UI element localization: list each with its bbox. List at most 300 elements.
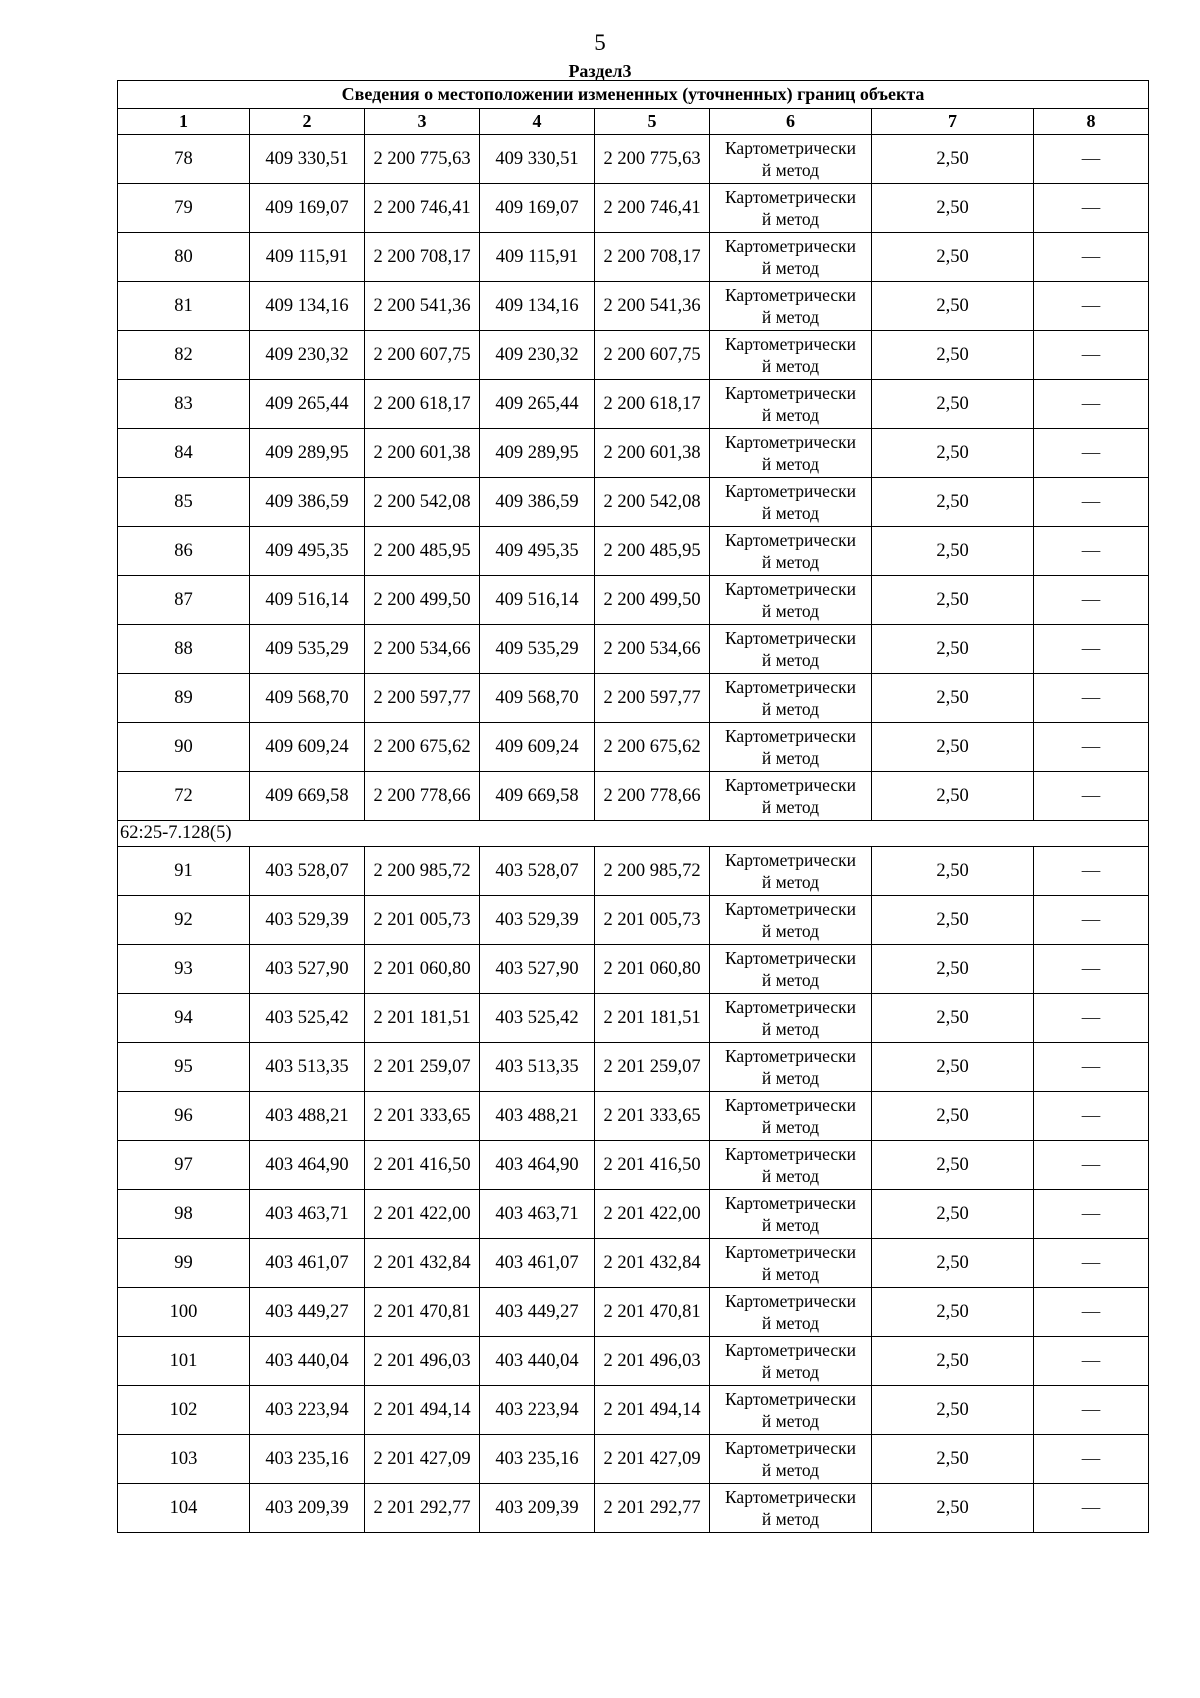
method-line-1: Картометрически — [724, 628, 857, 648]
column-number: 7 — [872, 109, 1034, 135]
column-number: 6 — [710, 109, 872, 135]
accuracy-cell: 2,50 — [872, 1190, 1034, 1239]
x-new-cell: 409 609,24 — [480, 723, 595, 772]
method-line-1: Картометрически — [724, 334, 857, 354]
description-cell: — — [1034, 1484, 1149, 1533]
method-line-1: Картометрически — [724, 677, 857, 697]
accuracy-cell: 2,50 — [872, 1288, 1034, 1337]
method-cell — [710, 1337, 872, 1386]
group-row — [118, 821, 1149, 847]
method-line-2: й метод — [761, 405, 820, 425]
table-row — [118, 945, 1149, 994]
x-existing-cell: 403 464,90 — [250, 1141, 365, 1190]
y-existing-cell: 2 201 181,51 — [365, 994, 480, 1043]
x-new-cell: 409 495,35 — [480, 527, 595, 576]
method-line-1: Картометрически — [724, 236, 857, 256]
x-existing-cell: 409 609,24 — [250, 723, 365, 772]
point-number-cell: 72 — [118, 772, 250, 821]
y-existing-cell: 2 200 778,66 — [365, 772, 480, 821]
accuracy-cell: 2,50 — [872, 527, 1034, 576]
table-title: Сведения о местоположении измененных (уточненных) границ объекта — [118, 81, 1149, 109]
x-new-cell: 409 386,59 — [480, 478, 595, 527]
y-existing-cell: 2 200 607,75 — [365, 331, 480, 380]
method-line-2: й метод — [761, 1166, 820, 1186]
y-new-cell: 2 201 494,14 — [595, 1386, 710, 1435]
description-cell: — — [1034, 1288, 1149, 1337]
table-row — [118, 1190, 1149, 1239]
accuracy-cell: 2,50 — [872, 1337, 1034, 1386]
method-line-1: Картометрически — [724, 1095, 857, 1115]
description-cell: — — [1034, 674, 1149, 723]
x-new-cell: 403 528,07 — [480, 847, 595, 896]
y-existing-cell: 2 201 416,50 — [365, 1141, 480, 1190]
point-number-cell: 89 — [118, 674, 250, 723]
x-existing-cell: 403 528,07 — [250, 847, 365, 896]
x-new-cell: 409 535,29 — [480, 625, 595, 674]
x-new-cell: 403 461,07 — [480, 1239, 595, 1288]
table-row — [118, 896, 1149, 945]
y-new-cell: 2 201 422,00 — [595, 1190, 710, 1239]
y-existing-cell: 2 200 499,50 — [365, 576, 480, 625]
method-line-2: й метод — [761, 454, 820, 474]
description-cell: — — [1034, 135, 1149, 184]
table-row — [118, 847, 1149, 896]
point-number-cell: 95 — [118, 1043, 250, 1092]
method-line-2: й метод — [761, 650, 820, 670]
y-new-cell: 2 201 416,50 — [595, 1141, 710, 1190]
table-row — [118, 1435, 1149, 1484]
table-row — [118, 135, 1149, 184]
x-new-cell: 403 223,94 — [480, 1386, 595, 1435]
point-number-cell: 99 — [118, 1239, 250, 1288]
method-cell — [710, 282, 872, 331]
table-row — [118, 478, 1149, 527]
table-row — [118, 723, 1149, 772]
point-number-cell: 87 — [118, 576, 250, 625]
description-cell: — — [1034, 1337, 1149, 1386]
y-new-cell: 2 200 778,66 — [595, 772, 710, 821]
method-line-2: й метод — [761, 503, 820, 523]
y-new-cell: 2 200 675,62 — [595, 723, 710, 772]
x-existing-cell: 403 513,35 — [250, 1043, 365, 1092]
y-existing-cell: 2 201 494,14 — [365, 1386, 480, 1435]
y-existing-cell: 2 200 675,62 — [365, 723, 480, 772]
point-number-cell: 83 — [118, 380, 250, 429]
accuracy-cell: 2,50 — [872, 1092, 1034, 1141]
x-new-cell: 409 669,58 — [480, 772, 595, 821]
description-cell: — — [1034, 625, 1149, 674]
method-line-1: Картометрически — [724, 850, 857, 870]
method-line-2: й метод — [761, 1313, 820, 1333]
method-line-2: й метод — [761, 872, 820, 892]
page-number: 5 — [594, 30, 606, 55]
y-new-cell: 2 201 060,80 — [595, 945, 710, 994]
method-cell — [710, 994, 872, 1043]
y-new-cell: 2 201 496,03 — [595, 1337, 710, 1386]
method-line-2: й метод — [761, 1117, 820, 1137]
method-line-1: Картометрически — [724, 1438, 857, 1458]
method-line-2: й метод — [761, 209, 820, 229]
x-new-cell: 403 488,21 — [480, 1092, 595, 1141]
method-cell — [710, 945, 872, 994]
method-cell — [710, 184, 872, 233]
method-line-1: Картометрически — [724, 1291, 857, 1311]
x-new-cell: 409 134,16 — [480, 282, 595, 331]
y-existing-cell: 2 201 005,73 — [365, 896, 480, 945]
y-new-cell: 2 200 499,50 — [595, 576, 710, 625]
method-line-1: Картометрически — [724, 530, 857, 550]
y-new-cell: 2 201 292,77 — [595, 1484, 710, 1533]
y-new-cell: 2 200 485,95 — [595, 527, 710, 576]
y-new-cell: 2 201 470,81 — [595, 1288, 710, 1337]
method-cell — [710, 1092, 872, 1141]
description-cell: — — [1034, 282, 1149, 331]
y-existing-cell: 2 201 422,00 — [365, 1190, 480, 1239]
accuracy-cell: 2,50 — [872, 233, 1034, 282]
x-existing-cell: 403 527,90 — [250, 945, 365, 994]
method-cell — [710, 896, 872, 945]
x-existing-cell: 409 386,59 — [250, 478, 365, 527]
y-new-cell: 2 201 259,07 — [595, 1043, 710, 1092]
method-cell — [710, 478, 872, 527]
y-existing-cell: 2 200 485,95 — [365, 527, 480, 576]
method-line-2: й метод — [761, 307, 820, 327]
y-new-cell: 2 200 601,38 — [595, 429, 710, 478]
point-number-cell: 104 — [118, 1484, 250, 1533]
table-row — [118, 674, 1149, 723]
accuracy-cell: 2,50 — [872, 1435, 1034, 1484]
table-row — [118, 576, 1149, 625]
description-cell: — — [1034, 1141, 1149, 1190]
y-existing-cell: 2 201 470,81 — [365, 1288, 480, 1337]
accuracy-cell: 2,50 — [872, 478, 1034, 527]
method-line-2: й метод — [761, 356, 820, 376]
table-row — [118, 331, 1149, 380]
accuracy-cell: 2,50 — [872, 576, 1034, 625]
method-line-2: й метод — [761, 748, 820, 768]
x-new-cell: 409 115,91 — [480, 233, 595, 282]
method-line-2: й метод — [761, 921, 820, 941]
x-new-cell: 403 525,42 — [480, 994, 595, 1043]
method-line-2: й метод — [761, 601, 820, 621]
method-line-2: й метод — [761, 1362, 820, 1382]
y-new-cell: 2 200 607,75 — [595, 331, 710, 380]
x-new-cell: 403 513,35 — [480, 1043, 595, 1092]
point-number-cell: 86 — [118, 527, 250, 576]
x-existing-cell: 403 529,39 — [250, 896, 365, 945]
table-row — [118, 233, 1149, 282]
y-existing-cell: 2 200 775,63 — [365, 135, 480, 184]
method-cell — [710, 847, 872, 896]
accuracy-cell: 2,50 — [872, 723, 1034, 772]
method-cell — [710, 772, 872, 821]
x-existing-cell: 409 169,07 — [250, 184, 365, 233]
y-new-cell: 2 200 775,63 — [595, 135, 710, 184]
x-existing-cell: 409 289,95 — [250, 429, 365, 478]
method-line-1: Картометрически — [724, 1193, 857, 1213]
accuracy-cell: 2,50 — [872, 1043, 1034, 1092]
accuracy-cell: 2,50 — [872, 1239, 1034, 1288]
x-new-cell: 409 568,70 — [480, 674, 595, 723]
method-cell — [710, 135, 872, 184]
x-new-cell: 409 516,14 — [480, 576, 595, 625]
x-existing-cell: 409 568,70 — [250, 674, 365, 723]
method-line-2: й метод — [761, 258, 820, 278]
method-line-1: Картометрически — [724, 1144, 857, 1164]
method-line-1: Картометрически — [724, 899, 857, 919]
x-existing-cell: 403 235,16 — [250, 1435, 365, 1484]
y-new-cell: 2 201 005,73 — [595, 896, 710, 945]
x-existing-cell: 403 488,21 — [250, 1092, 365, 1141]
description-cell: — — [1034, 429, 1149, 478]
accuracy-cell: 2,50 — [872, 772, 1034, 821]
x-new-cell: 403 440,04 — [480, 1337, 595, 1386]
y-existing-cell: 2 200 542,08 — [365, 478, 480, 527]
table-row — [118, 380, 1149, 429]
method-line-1: Картометрически — [724, 948, 857, 968]
method-line-1: Картометрически — [724, 579, 857, 599]
description-cell: — — [1034, 1435, 1149, 1484]
y-new-cell: 2 200 534,66 — [595, 625, 710, 674]
accuracy-cell: 2,50 — [872, 945, 1034, 994]
x-existing-cell: 409 535,29 — [250, 625, 365, 674]
description-cell: — — [1034, 331, 1149, 380]
method-line-2: й метод — [761, 1411, 820, 1431]
table-row — [118, 1043, 1149, 1092]
description-cell: — — [1034, 847, 1149, 896]
y-new-cell: 2 201 181,51 — [595, 994, 710, 1043]
table-row — [118, 772, 1149, 821]
method-cell — [710, 527, 872, 576]
method-line-1: Картометрически — [724, 1242, 857, 1262]
method-cell — [710, 1288, 872, 1337]
coordinates-table — [117, 80, 1149, 1533]
point-number-cell: 93 — [118, 945, 250, 994]
description-cell: — — [1034, 772, 1149, 821]
x-new-cell: 403 449,27 — [480, 1288, 595, 1337]
column-number-row — [118, 109, 1149, 135]
x-existing-cell: 409 495,35 — [250, 527, 365, 576]
table-row — [118, 527, 1149, 576]
x-existing-cell: 403 461,07 — [250, 1239, 365, 1288]
table-title-row — [118, 81, 1149, 109]
method-cell — [710, 429, 872, 478]
method-line-2: й метод — [761, 1509, 820, 1529]
y-existing-cell: 2 200 541,36 — [365, 282, 480, 331]
y-existing-cell: 2 201 432,84 — [365, 1239, 480, 1288]
method-line-1: Картометрически — [724, 1389, 857, 1409]
y-existing-cell: 2 201 259,07 — [365, 1043, 480, 1092]
point-number-cell: 91 — [118, 847, 250, 896]
description-cell: — — [1034, 1239, 1149, 1288]
x-new-cell: 409 330,51 — [480, 135, 595, 184]
method-line-2: й метод — [761, 1068, 820, 1088]
x-existing-cell: 403 209,39 — [250, 1484, 365, 1533]
y-existing-cell: 2 201 292,77 — [365, 1484, 480, 1533]
y-new-cell: 2 200 708,17 — [595, 233, 710, 282]
method-cell — [710, 1190, 872, 1239]
method-line-1: Картометрически — [724, 997, 857, 1017]
table-row — [118, 429, 1149, 478]
y-existing-cell: 2 200 618,17 — [365, 380, 480, 429]
method-line-1: Картометрически — [724, 383, 857, 403]
description-cell: — — [1034, 380, 1149, 429]
accuracy-cell: 2,50 — [872, 994, 1034, 1043]
column-number: 5 — [595, 109, 710, 135]
method-cell — [710, 1141, 872, 1190]
x-new-cell: 403 235,16 — [480, 1435, 595, 1484]
table-row — [118, 1092, 1149, 1141]
table-row — [118, 625, 1149, 674]
y-new-cell: 2 201 432,84 — [595, 1239, 710, 1288]
x-new-cell: 403 463,71 — [480, 1190, 595, 1239]
x-new-cell: 409 169,07 — [480, 184, 595, 233]
x-new-cell: 409 289,95 — [480, 429, 595, 478]
point-number-cell: 103 — [118, 1435, 250, 1484]
column-number: 8 — [1034, 109, 1149, 135]
accuracy-cell: 2,50 — [872, 331, 1034, 380]
point-number-cell: 78 — [118, 135, 250, 184]
method-line-2: й метод — [761, 1460, 820, 1480]
section-title: Раздел3 — [568, 61, 632, 81]
table-body-part1 — [118, 135, 1149, 821]
y-new-cell: 2 201 427,09 — [595, 1435, 710, 1484]
y-existing-cell: 2 200 534,66 — [365, 625, 480, 674]
point-number-cell: 84 — [118, 429, 250, 478]
point-number-cell: 81 — [118, 282, 250, 331]
column-number: 3 — [365, 109, 480, 135]
point-number-cell: 101 — [118, 1337, 250, 1386]
description-cell: — — [1034, 1043, 1149, 1092]
accuracy-cell: 2,50 — [872, 847, 1034, 896]
x-existing-cell: 403 223,94 — [250, 1386, 365, 1435]
method-line-2: й метод — [761, 552, 820, 572]
y-new-cell: 2 200 542,08 — [595, 478, 710, 527]
method-line-1: Картометрически — [724, 726, 857, 746]
method-line-1: Картометрически — [724, 481, 857, 501]
method-line-1: Картометрически — [724, 1487, 857, 1507]
table-row — [118, 184, 1149, 233]
x-existing-cell: 409 516,14 — [250, 576, 365, 625]
method-line-2: й метод — [761, 1264, 820, 1284]
accuracy-cell: 2,50 — [872, 896, 1034, 945]
method-cell — [710, 1386, 872, 1435]
accuracy-cell: 2,50 — [872, 1141, 1034, 1190]
description-cell: — — [1034, 1190, 1149, 1239]
group-label: 62:25-7.128(5) — [118, 821, 1149, 847]
y-new-cell: 2 200 985,72 — [595, 847, 710, 896]
table-row — [118, 282, 1149, 331]
x-existing-cell: 403 449,27 — [250, 1288, 365, 1337]
accuracy-cell: 2,50 — [872, 429, 1034, 478]
method-line-1: Картометрически — [724, 285, 857, 305]
method-cell — [710, 1043, 872, 1092]
method-line-1: Картометрически — [724, 138, 857, 158]
x-new-cell: 409 265,44 — [480, 380, 595, 429]
y-new-cell: 2 200 618,17 — [595, 380, 710, 429]
accuracy-cell: 2,50 — [872, 282, 1034, 331]
method-cell — [710, 723, 872, 772]
y-existing-cell: 2 200 708,17 — [365, 233, 480, 282]
method-cell — [710, 1484, 872, 1533]
y-existing-cell: 2 201 427,09 — [365, 1435, 480, 1484]
description-cell: — — [1034, 896, 1149, 945]
method-line-2: й метод — [761, 1019, 820, 1039]
y-existing-cell: 2 200 985,72 — [365, 847, 480, 896]
y-existing-cell: 2 201 333,65 — [365, 1092, 480, 1141]
point-number-cell: 102 — [118, 1386, 250, 1435]
y-existing-cell: 2 200 746,41 — [365, 184, 480, 233]
method-line-2: й метод — [761, 160, 820, 180]
x-existing-cell: 409 134,16 — [250, 282, 365, 331]
method-line-1: Картометрически — [724, 432, 857, 452]
point-number-cell: 79 — [118, 184, 250, 233]
accuracy-cell: 2,50 — [872, 625, 1034, 674]
column-number: 1 — [118, 109, 250, 135]
method-line-2: й метод — [761, 699, 820, 719]
group-section — [118, 821, 1149, 847]
table-row — [118, 994, 1149, 1043]
x-existing-cell: 409 265,44 — [250, 380, 365, 429]
x-new-cell: 403 464,90 — [480, 1141, 595, 1190]
x-existing-cell: 409 330,51 — [250, 135, 365, 184]
x-existing-cell: 409 230,32 — [250, 331, 365, 380]
x-existing-cell: 403 525,42 — [250, 994, 365, 1043]
method-line-1: Картометрически — [724, 1046, 857, 1066]
y-new-cell: 2 200 541,36 — [595, 282, 710, 331]
x-existing-cell: 403 463,71 — [250, 1190, 365, 1239]
column-number: 2 — [250, 109, 365, 135]
method-line-1: Картометрически — [724, 775, 857, 795]
x-existing-cell: 403 440,04 — [250, 1337, 365, 1386]
accuracy-cell: 2,50 — [872, 135, 1034, 184]
point-number-cell: 80 — [118, 233, 250, 282]
method-line-2: й метод — [761, 797, 820, 817]
point-number-cell: 100 — [118, 1288, 250, 1337]
description-cell: — — [1034, 723, 1149, 772]
method-line-1: Картометрически — [724, 1340, 857, 1360]
method-cell — [710, 1435, 872, 1484]
point-number-cell: 82 — [118, 331, 250, 380]
point-number-cell: 97 — [118, 1141, 250, 1190]
x-existing-cell: 409 115,91 — [250, 233, 365, 282]
description-cell: — — [1034, 1386, 1149, 1435]
table-row — [118, 1337, 1149, 1386]
y-new-cell: 2 200 746,41 — [595, 184, 710, 233]
point-number-cell: 85 — [118, 478, 250, 527]
table-row — [118, 1288, 1149, 1337]
method-cell — [710, 331, 872, 380]
table-row — [118, 1239, 1149, 1288]
x-new-cell: 403 529,39 — [480, 896, 595, 945]
method-cell — [710, 233, 872, 282]
description-cell: — — [1034, 184, 1149, 233]
method-cell — [710, 576, 872, 625]
accuracy-cell: 2,50 — [872, 1484, 1034, 1533]
y-new-cell: 2 201 333,65 — [595, 1092, 710, 1141]
point-number-cell: 92 — [118, 896, 250, 945]
description-cell: — — [1034, 945, 1149, 994]
description-cell: — — [1034, 478, 1149, 527]
method-cell — [710, 625, 872, 674]
accuracy-cell: 2,50 — [872, 1386, 1034, 1435]
table-row — [118, 1386, 1149, 1435]
y-existing-cell: 2 200 597,77 — [365, 674, 480, 723]
point-number-cell: 94 — [118, 994, 250, 1043]
table-row — [118, 1484, 1149, 1533]
method-cell — [710, 674, 872, 723]
table-row — [118, 1141, 1149, 1190]
